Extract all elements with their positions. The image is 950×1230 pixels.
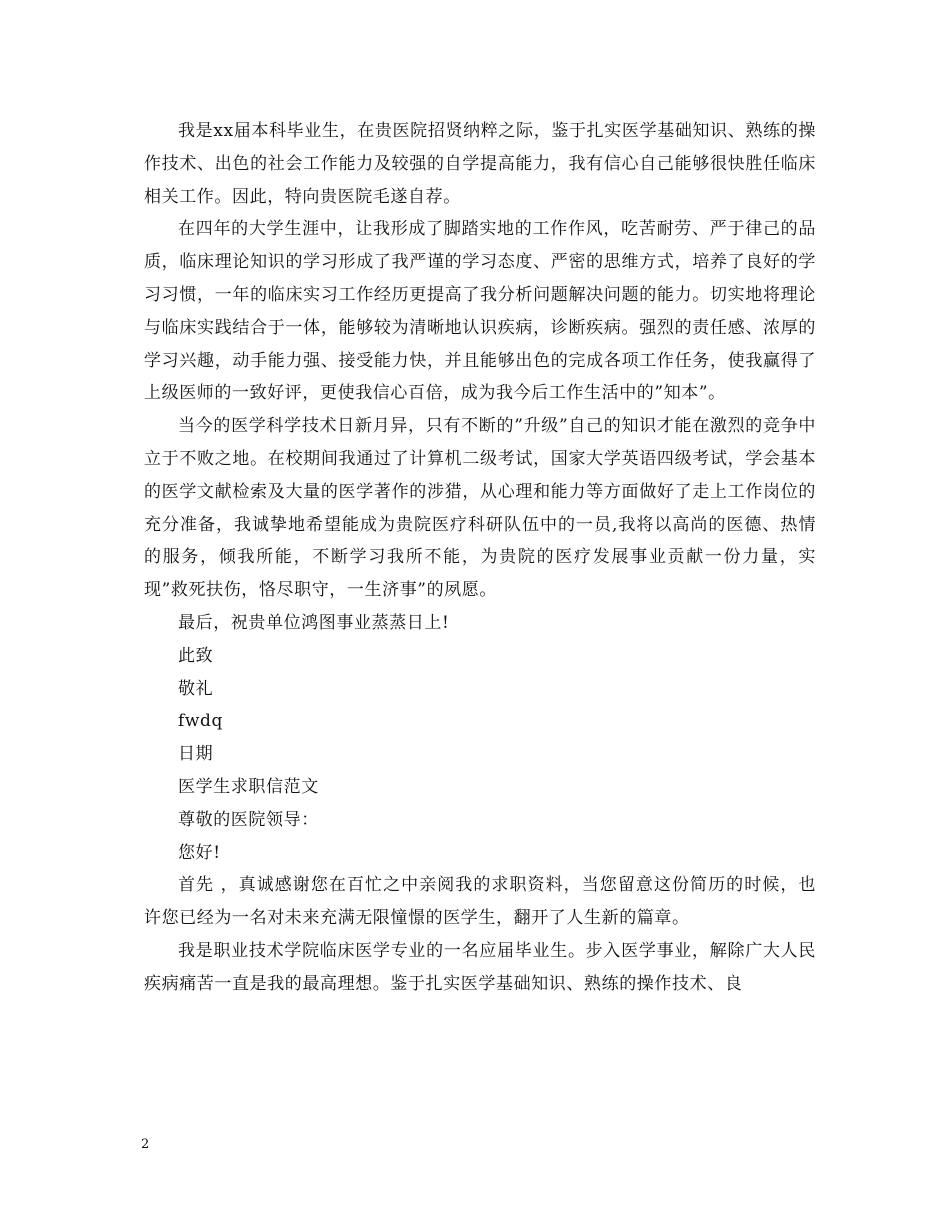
section-heading: 医学生求职信范文 <box>178 776 319 797</box>
closing-wish: 最后，祝贵单位鸿图事业蒸蒸日上! <box>178 612 450 633</box>
paragraph-introduction: 我是xx届本科毕业生，在贵医院招贤纳粹之际，鉴于扎实医学基础知识、熟练的操作技术、出色的社会工作能力及较强的自学提高能力，我有信心自己能够很快胜任临床相关工作。因此，特向贵医院毛遂自荐。 <box>144 121 816 207</box>
paragraph-university-experience: 在四年的大学生涯中，让我形成了脚踏实地的工作作风，吃苦耐劳、严于律己的品质，临床理论知识的学习形成了我严谨的学习态度、严密的思维方式，培养了良好的学习习惯，一年的临床实习工作经历更提高了我分析问题解决问题的能力。切实地将理论与临床实践结合于一体，能够较为清晰地认识疾病，诊断疾病。强烈的责任感、浓厚的学习兴趣，动手能力强、接受能力快，并且能够出色的完成各项工作任务，使我赢得了上级医师的一致好评，更使我信心百倍，成为我今后工作生活中的”知本”。 <box>144 219 816 404</box>
greeting-addressee: 尊敬的医院领导： <box>178 809 319 830</box>
paragraph-skills-and-goals: 当今的医学科学技术日新月异，只有不断的”升级”自己的知识才能在激烈的竞争中立于不败之地。在校期间我通过了计算机二级考试，国家大学英语四级考试，学会基本的医学文献检索及大量的医学著作的涉猎，从心理和能力等方面做好了走上工作岗位的充分准备，我诚挚地希望能成为贵院医疗科研队伍中的一员,我将以高尚的医德、热情的服务，倾我所能，不断学习我所不能，为贵院的医疗发展事业贡献一份力量，实现”救死扶伤，恪尽职守，一生济事”的夙愿。 <box>144 416 816 601</box>
signature-name: fwdq <box>178 711 224 732</box>
page-number: 2 <box>141 1137 150 1152</box>
letter-body <box>144 115 816 1001</box>
paragraph-self-introduction: 我是职业技术学院临床医学专业的一名应届毕业生。步入医学事业，解除广大人民疾病痛苦一直是我的最高理想。鉴于扎实医学基础知识、熟练的操作技术、良 <box>144 940 816 994</box>
date-line: 日期 <box>178 744 214 765</box>
paragraph-thanks: 首先 ，真诚感谢您在百忙之中亲阅我的求职资料，当您留意这份简历的时候，也许您已经为一名对未来充满无限憧憬的医学生，翻开了人生新的篇章。 <box>144 875 816 929</box>
salutation-jingli: 敬礼 <box>178 678 214 699</box>
greeting-hello: 您好! <box>178 842 221 863</box>
salutation-cizhi: 此致 <box>178 645 214 666</box>
